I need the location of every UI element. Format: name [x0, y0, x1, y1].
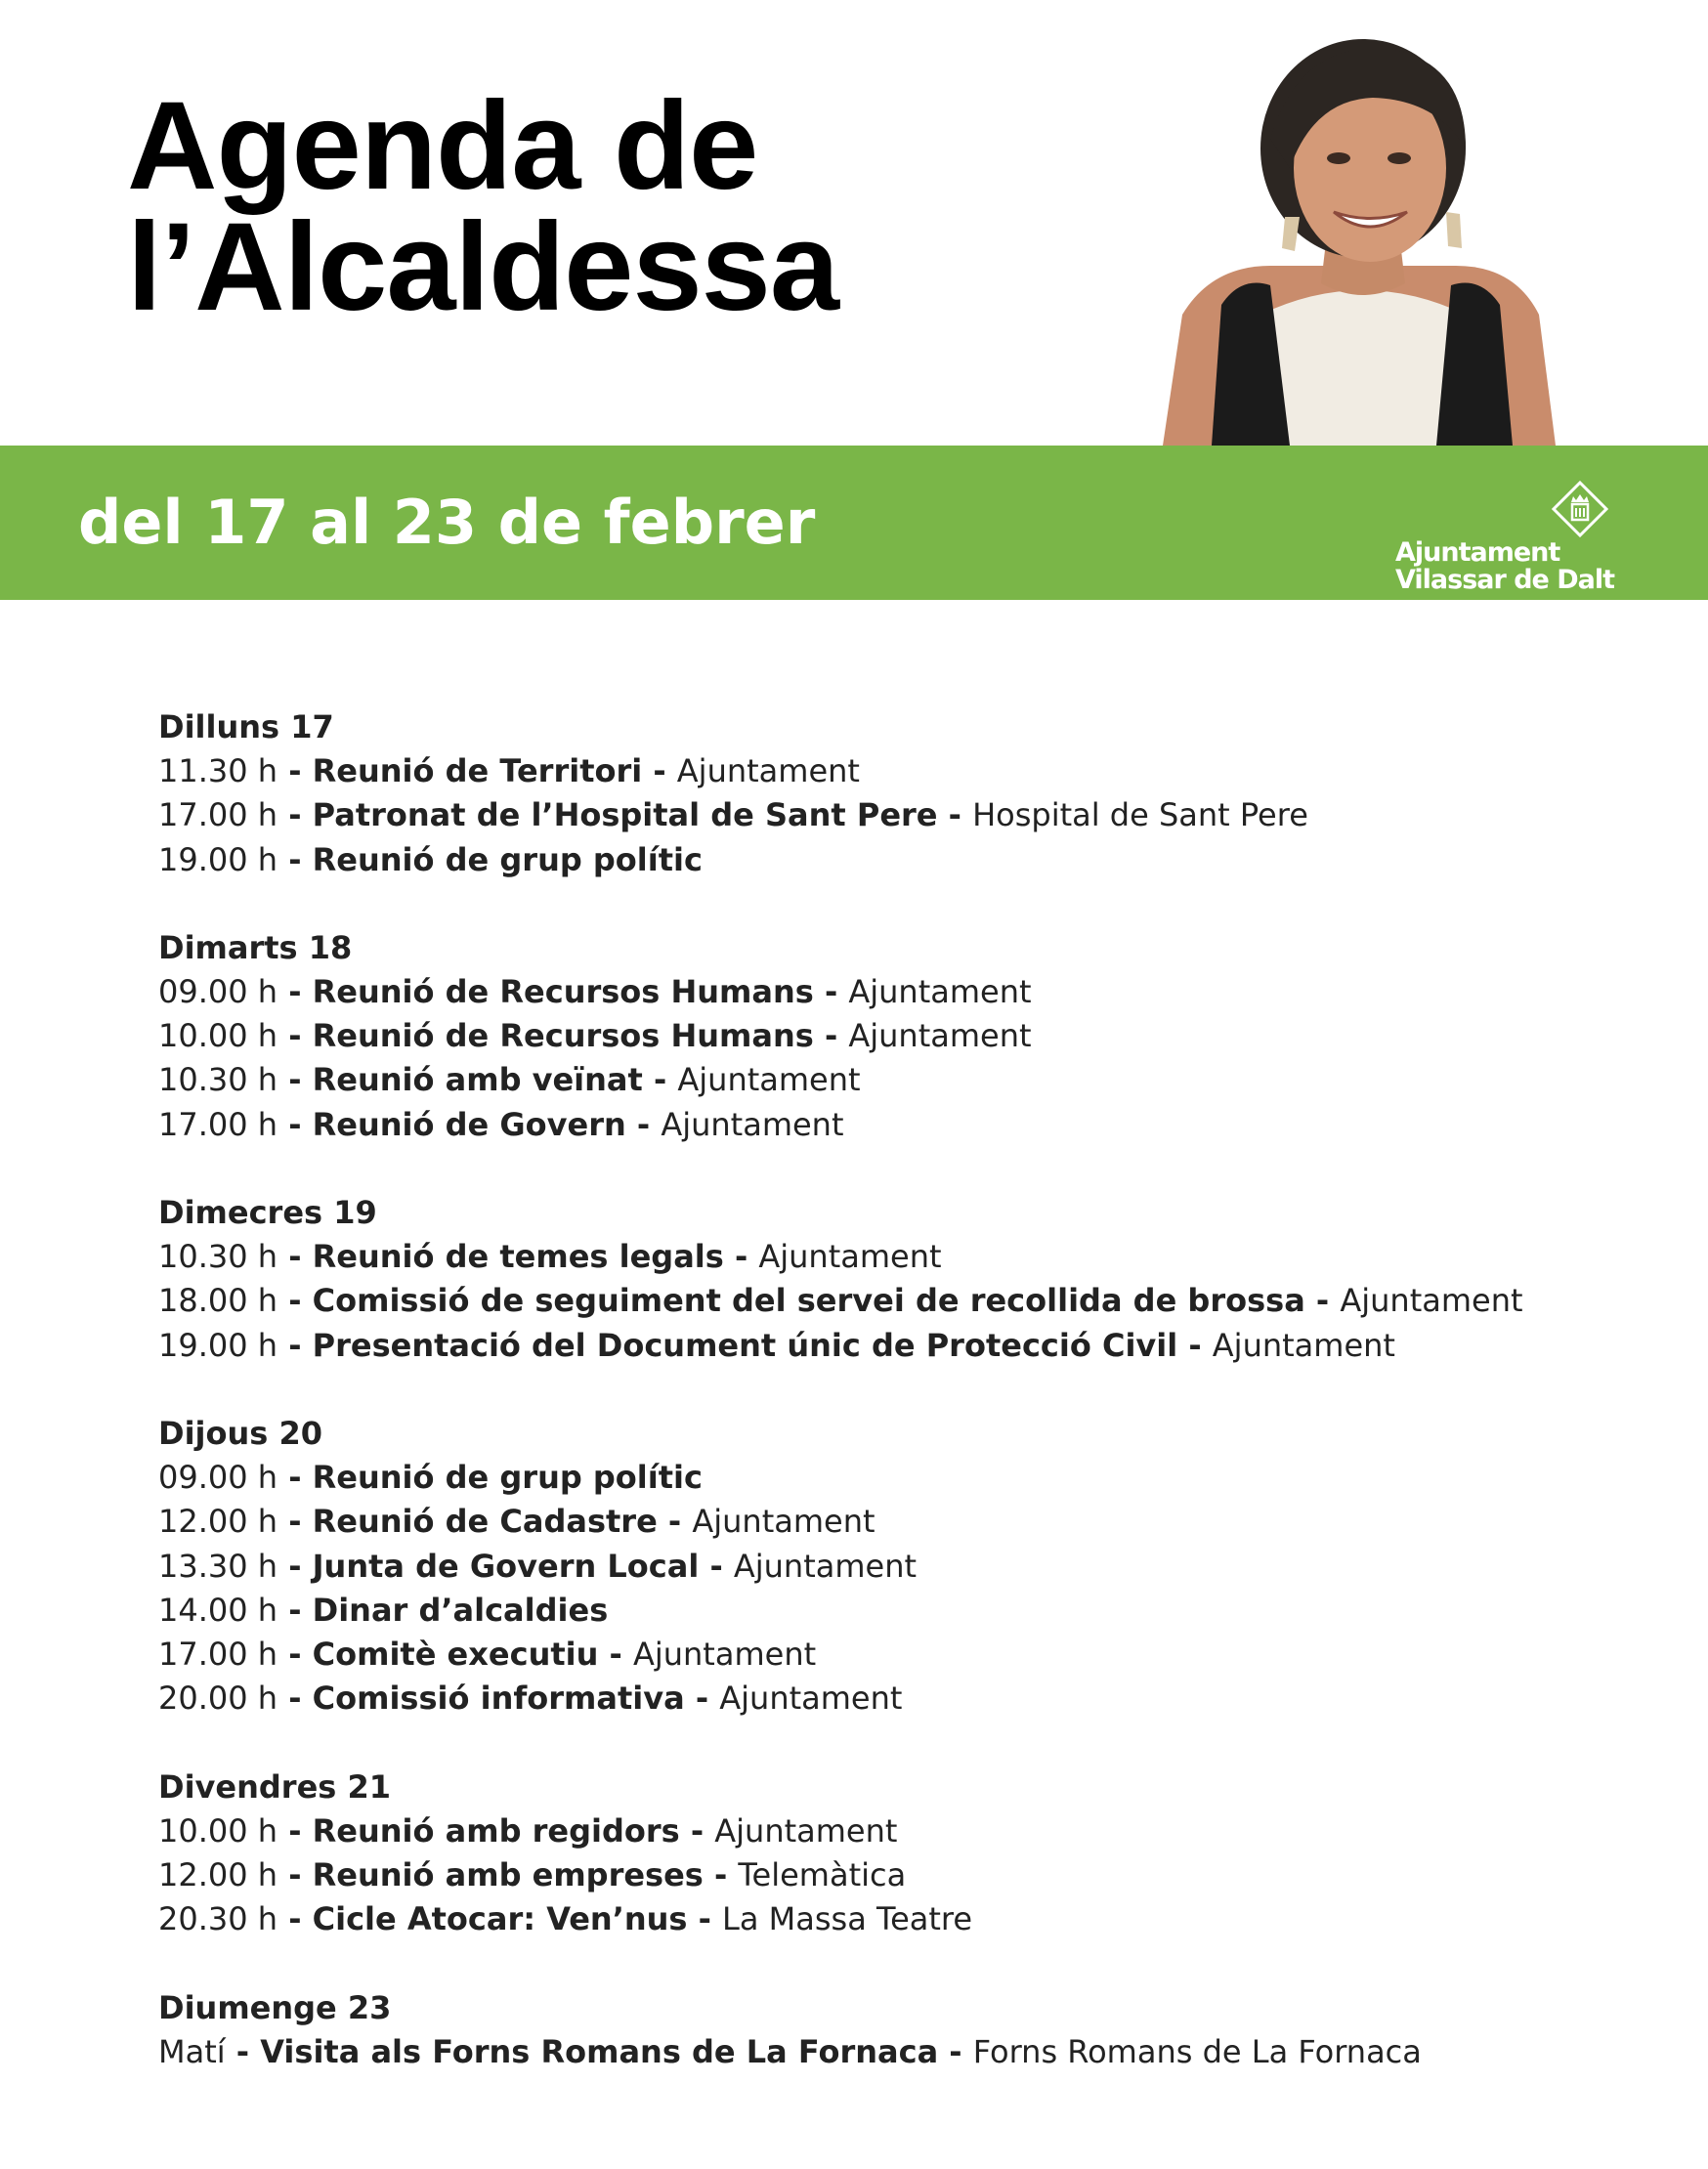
- agenda-entry: [158, 1103, 1523, 1147]
- entry-event: Patronat de l’Hospital de Sant Pere: [312, 796, 938, 834]
- entry-separator: -: [813, 1017, 849, 1055]
- entry-time: 10.00 h: [158, 1017, 278, 1055]
- entry-separator: -: [278, 1458, 313, 1496]
- entry-event: Reunió de Recursos Humans: [312, 1017, 814, 1055]
- agenda-list: [158, 705, 1523, 2118]
- agenda-entry: [158, 1456, 1523, 1500]
- entry-event: Reunió amb empreses: [312, 1856, 704, 1894]
- entry-separator: -: [1304, 1282, 1341, 1320]
- agenda-entry: [158, 1014, 1523, 1058]
- entry-event: Comissió informativa: [312, 1680, 685, 1718]
- entry-separator: -: [278, 796, 313, 834]
- entry-location: Ajuntament: [661, 1105, 844, 1143]
- entry-location: Ajuntament: [692, 1503, 875, 1541]
- date-banner: [0, 446, 1708, 600]
- entry-event: Comissió de seguiment del servei de recollida de brossa: [312, 1282, 1305, 1320]
- entry-event: Reunió de Govern: [312, 1105, 626, 1143]
- entry-separator: -: [723, 1238, 759, 1276]
- entry-separator: -: [278, 1238, 313, 1276]
- entry-event: Reunió de grup polític: [312, 840, 703, 878]
- entry-location: Ajuntament: [848, 1017, 1032, 1055]
- entry-location: Ajuntament: [1212, 1326, 1395, 1364]
- day-heading: Dilluns 17: [158, 708, 334, 745]
- entry-time: 20.30 h: [158, 1900, 278, 1938]
- entry-time: 20.00 h: [158, 1680, 278, 1718]
- agenda-entry: [158, 1853, 1523, 1897]
- entry-time: 10.30 h: [158, 1061, 278, 1099]
- agenda-entry: [158, 1500, 1523, 1544]
- ajuntament-logo: [1395, 463, 1630, 595]
- entry-separator: -: [225, 2032, 261, 2070]
- entry-separator: -: [278, 1900, 313, 1938]
- agenda-entry: [158, 1279, 1523, 1323]
- entry-time: 10.30 h: [158, 1238, 278, 1276]
- agenda-entry: [158, 838, 1523, 882]
- entry-time: 09.00 h: [158, 972, 278, 1010]
- entry-location: Ajuntament: [733, 1547, 918, 1585]
- entry-time: 18.00 h: [158, 1282, 278, 1320]
- agenda-entry: [158, 1589, 1523, 1633]
- entry-location: Ajuntament: [719, 1680, 903, 1718]
- entry-time: 19.00 h: [158, 840, 278, 878]
- entry-separator: -: [278, 1503, 313, 1541]
- day-heading: Dijous 20: [158, 1414, 322, 1452]
- entry-separator: -: [642, 1061, 678, 1099]
- entry-separator: -: [684, 1680, 720, 1718]
- entry-separator: -: [278, 1811, 313, 1850]
- entry-time: 17.00 h: [158, 796, 278, 834]
- entry-separator: -: [937, 796, 973, 834]
- entry-location: Ajuntament: [632, 1636, 817, 1674]
- entry-event: Reunió amb regidors: [312, 1811, 680, 1850]
- mayor-portrait: [1153, 21, 1573, 446]
- entry-separator: -: [278, 840, 313, 878]
- entry-time: 13.30 h: [158, 1547, 278, 1585]
- agenda-entry: [158, 1633, 1523, 1677]
- entry-event: Visita als Forns Romans de La Fornaca: [260, 2032, 939, 2070]
- entry-time: 12.00 h: [158, 1503, 278, 1541]
- entry-event: Cicle Atocar: Ven’nus: [312, 1900, 688, 1938]
- entry-time: 17.00 h: [158, 1636, 278, 1674]
- entry-separator: -: [278, 1061, 313, 1099]
- agenda-entry: [158, 1677, 1523, 1721]
- day-heading: Dimarts 18: [158, 928, 353, 966]
- agenda-entry: [158, 1897, 1523, 1941]
- day-heading: Dimecres 19: [158, 1194, 377, 1232]
- agenda-entry: [158, 2030, 1523, 2074]
- entry-event: Junta de Govern Local: [312, 1547, 700, 1585]
- date-range: del 17 al 23 de febrer: [78, 487, 816, 558]
- entry-location: Ajuntament: [1340, 1282, 1523, 1320]
- logo-text-line-2: Vilassar de Dalt: [1395, 565, 1615, 595]
- agenda-entry: [158, 749, 1523, 793]
- logo-text-line-1: Ajuntament: [1395, 537, 1560, 568]
- entry-separator: -: [278, 752, 313, 789]
- entry-event: Reunió de Territori: [312, 752, 643, 789]
- entry-time: Matí: [158, 2032, 226, 2070]
- entry-separator: -: [938, 2032, 973, 2070]
- entry-time: 19.00 h: [158, 1326, 278, 1364]
- entry-separator: -: [813, 972, 849, 1010]
- entry-event: Reunió de grup polític: [312, 1458, 703, 1496]
- entry-time: 11.30 h: [158, 752, 278, 789]
- entry-event: Dinar d’alcaldies: [312, 1591, 609, 1629]
- entry-separator: -: [278, 1636, 313, 1674]
- agenda-entry: [158, 1545, 1523, 1589]
- entry-separator: -: [278, 1680, 313, 1718]
- entry-separator: -: [657, 1503, 693, 1541]
- entry-location: Ajuntament: [758, 1238, 942, 1276]
- title-line-1: Agenda de: [127, 76, 758, 216]
- agenda-entry: [158, 1235, 1523, 1279]
- entry-separator: -: [278, 1017, 313, 1055]
- entry-location: Hospital de Sant Pere: [972, 796, 1308, 834]
- entry-separator: -: [278, 1591, 313, 1629]
- entry-location: La Massa Teatre: [722, 1900, 973, 1938]
- entry-separator: -: [679, 1811, 715, 1850]
- entry-time: 12.00 h: [158, 1856, 278, 1894]
- entry-separator: -: [625, 1105, 662, 1143]
- day-heading: Diumenge 23: [158, 1988, 392, 2026]
- agenda-day: [158, 1986, 1523, 2074]
- entry-time: 14.00 h: [158, 1591, 278, 1629]
- entry-location: Forns Romans de La Fornaca: [972, 2032, 1422, 2070]
- entry-event: Reunió de temes legals: [312, 1238, 724, 1276]
- entry-time: 09.00 h: [158, 1458, 278, 1496]
- agenda-entry: [158, 970, 1523, 1014]
- entry-time: 17.00 h: [158, 1105, 278, 1143]
- entry-separator: -: [703, 1856, 739, 1894]
- entry-separator: -: [278, 972, 313, 1010]
- entry-location: Ajuntament: [677, 1061, 861, 1099]
- entry-time: 10.00 h: [158, 1811, 278, 1850]
- entry-separator: -: [278, 1326, 313, 1364]
- day-heading: Divendres 21: [158, 1767, 391, 1806]
- entry-location: Ajuntament: [714, 1811, 898, 1850]
- entry-separator: -: [278, 1856, 313, 1894]
- entry-event: Reunió de Cadastre: [312, 1503, 658, 1541]
- coat-of-arms-icon: [1552, 481, 1608, 537]
- entry-separator: -: [699, 1547, 734, 1585]
- entry-event: Presentació del Document únic de Protecció Civil: [312, 1326, 1178, 1364]
- entry-separator: -: [687, 1900, 723, 1938]
- entry-separator: -: [278, 1105, 313, 1143]
- entry-location: Ajuntament: [676, 752, 860, 789]
- agenda-day: [158, 1191, 1523, 1368]
- entry-separator: -: [1177, 1326, 1213, 1364]
- page-title: [127, 76, 838, 337]
- agenda-entry: [158, 1809, 1523, 1853]
- agenda-entry: [158, 793, 1523, 837]
- entry-separator: -: [278, 1282, 313, 1320]
- agenda-day: [158, 1765, 1523, 1942]
- entry-event: Reunió de Recursos Humans: [312, 972, 814, 1010]
- entry-event: Reunió amb veïnat: [312, 1061, 643, 1099]
- entry-location: Telemàtica: [738, 1856, 907, 1894]
- agenda-day: [158, 926, 1523, 1147]
- agenda-day: [158, 1412, 1523, 1722]
- agenda-day: [158, 705, 1523, 882]
- entry-separator: -: [642, 752, 677, 789]
- entry-location: Ajuntament: [848, 972, 1032, 1010]
- agenda-entry: [158, 1324, 1523, 1368]
- entry-separator: -: [598, 1636, 633, 1674]
- entry-separator: -: [278, 1547, 313, 1585]
- agenda-entry: [158, 1058, 1523, 1102]
- title-line-2: l’Alcaldessa: [127, 197, 838, 337]
- entry-event: Comitè executiu: [312, 1636, 599, 1674]
